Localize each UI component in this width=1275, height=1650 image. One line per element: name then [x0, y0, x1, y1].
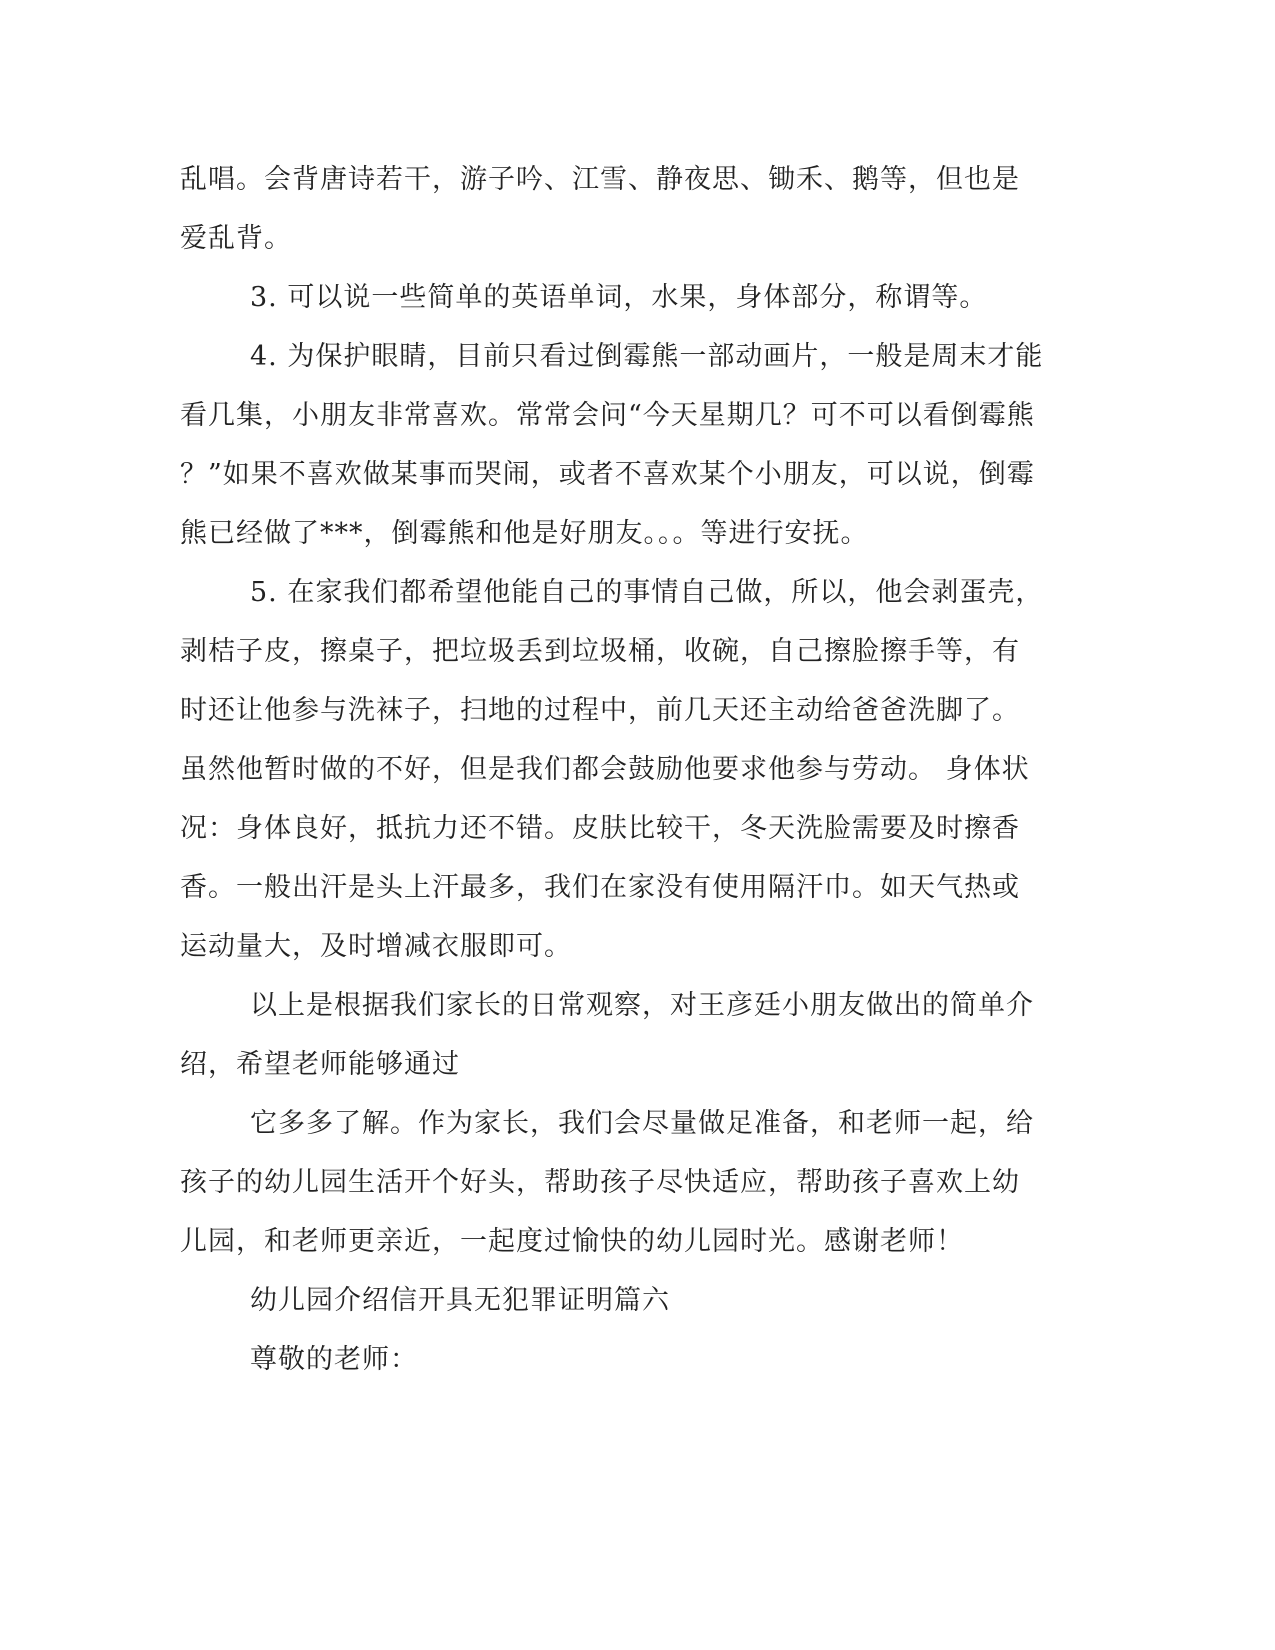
document-body: [180, 150, 1044, 1389]
text-line-paragraph-start: 以上是根据我们家长的日常观察，对王彦廷小朋友做出的简单介: [250, 990, 1034, 1021]
text-line-numbered-item-5: 5. 在家我们都希望他能自己的事情自己做，所以，他会剥蛋壳，: [250, 577, 1044, 608]
text-line: ？”如果不喜欢做某事而哭闹，或者不喜欢某个小朋友，可以说，倒霉: [180, 459, 1035, 490]
text-line: 剥桔子皮，擦桌子，把垃圾丢到垃圾桶，收碗，自己擦脸擦手等，有: [180, 636, 1020, 667]
text-line: 况：身体良好，抵抗力还不错。皮肤比较干，冬天洗脸需要及时擦香: [180, 813, 1020, 844]
text-line-numbered-item-4: 4. 为保护眼睛，目前只看过倒霉熊一部动画片，一般是周末才能: [250, 341, 1044, 372]
text-line: 孩子的幼儿园生活开个好头，帮助孩子尽快适应，帮助孩子喜欢上幼: [180, 1167, 1020, 1198]
letter-salutation: 尊敬的老师：: [250, 1344, 418, 1375]
text-line: 乱唱。会背唐诗若干，游子吟、江雪、静夜思、锄禾、鹅等，但也是: [180, 164, 1020, 195]
text-line: 运动量大，及时增减衣服即可。: [180, 931, 572, 962]
text-line: 熊已经做了***，倒霉熊和他是好朋友。。。等进行安抚。: [180, 518, 869, 549]
text-line: 绍，希望老师能够通过: [180, 1049, 460, 1080]
text-line: 虽然他暂时做的不好，但是我们都会鼓励他要求他参与劳动。 身体状: [180, 754, 1030, 785]
text-line: 儿园，和老师更亲近，一起度过愉快的幼儿园时光。感谢老师！: [180, 1226, 964, 1257]
text-line-paragraph-start: 它多多了解。作为家长，我们会尽量做足准备，和老师一起，给: [250, 1108, 1034, 1139]
text-line: 时还让他参与洗袜子，扫地的过程中，前几天还主动给爸爸洗脚了。: [180, 695, 1020, 726]
text-line: 香。一般出汗是头上汗最多，我们在家没有使用隔汗巾。如天气热或: [180, 872, 1020, 903]
section-heading: 幼儿园介绍信开具无犯罪证明篇六: [250, 1285, 670, 1316]
text-line-numbered-item-3: 3. 可以说一些简单的英语单词，水果，身体部分，称谓等。: [250, 282, 988, 313]
text-line: 爱乱背。: [180, 223, 292, 254]
text-line: 看几集，小朋友非常喜欢。常常会问“今天星期几？可不可以看倒霉熊: [180, 400, 1035, 431]
